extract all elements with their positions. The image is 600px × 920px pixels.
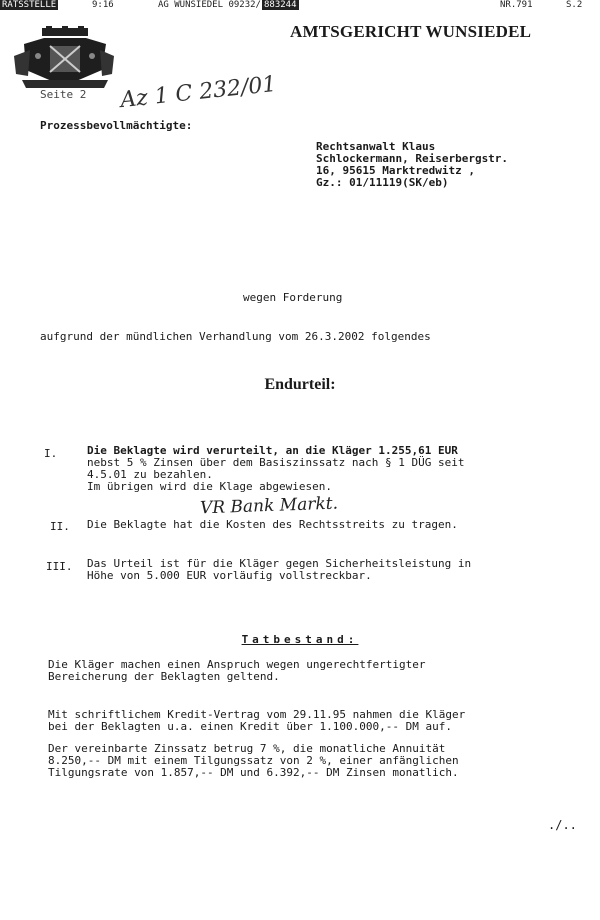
- counsel-line-3: 16, 95615 Marktredwitz ,: [316, 164, 475, 177]
- ruling-1-line-1: Die Beklagte wird verurteilt, an die Kläger 1.255,61 EUR: [87, 444, 458, 457]
- fax-header-code: 883244: [264, 0, 297, 10]
- judgment-heading: Endurteil:: [264, 376, 336, 393]
- tatbestand-heading: Tatbestand:: [241, 633, 359, 646]
- tatbestand-p3-line-2: 8.250,-- DM mit einem Tilgungssatz von 2 %, einer anfänglichen: [48, 754, 459, 767]
- page-continuation: ./..: [548, 818, 577, 832]
- tatbestand-p2-line-2: bei der Beklagten u.a. einen Kredit über 1.100.000,-- DM auf.: [48, 720, 452, 733]
- fax-header-time: 9:16: [92, 0, 114, 10]
- ruling-1-line-2: nebst 5 % Zinsen über dem Basiszinssatz nach § 1 DÜG seit: [87, 456, 465, 469]
- counsel-line-1: Rechtsanwalt Klaus: [316, 140, 436, 153]
- fax-header-number: NR.791: [500, 0, 533, 10]
- fax-header-sender: AG WUNSIEDEL 09232/: [158, 0, 261, 10]
- ruling-1-numeral: I.: [44, 447, 58, 460]
- tatbestand-p1-line-1: Die Kläger machen einen Anspruch wegen ungerechtfertigter: [48, 658, 426, 671]
- ruling-3-numeral: III.: [46, 560, 73, 573]
- tatbestand-p2-line-1: Mit schriftlichem Kredit-Vertrag vom 29.11.95 nahmen die Kläger: [48, 708, 466, 721]
- ruling-2-line-1: Die Beklagte hat die Kosten des Rechtsstreits zu tragen.: [87, 518, 458, 531]
- hearing-line: aufgrund der mündlichen Verhandlung vom 26.3.2002 folgendes: [40, 330, 431, 343]
- ruling-2-numeral: II.: [50, 520, 70, 533]
- counsel-label: Prozessbevollmächtigte:: [40, 119, 193, 132]
- tatbestand-p1-line-2: Bereicherung der Beklagten geltend.: [48, 670, 280, 683]
- ruling-1-line-4: Im übrigen wird die Klage abgewiesen.: [87, 480, 333, 493]
- page-label: Seite 2: [40, 88, 87, 101]
- counsel-line-2: Schlockermann, Reiserbergstr.: [316, 152, 509, 165]
- counsel-line-4: Gz.: 01/11119(SK/eb): [316, 176, 449, 189]
- fax-header-page: S.2: [566, 0, 583, 10]
- tatbestand-p3-line-3: Tilgungsrate von 1.857,-- DM und 6.392,-- DM Zinsen monatlich.: [48, 766, 459, 779]
- handwritten-case-number: Az 1 C 232/01: [119, 71, 278, 114]
- court-title: AMTSGERICHT WUNSIEDEL: [290, 22, 532, 41]
- ruling-1-line-3: 4.5.01 zu bezahlen.: [87, 468, 213, 481]
- handwritten-bank-note: VR Bank Markt.: [199, 493, 339, 519]
- tatbestand-p3-line-1: Der vereinbarte Zinssatz betrug 7 %, die monatliche Annuität: [48, 742, 446, 755]
- ruling-3-line-1: Das Urteil ist für die Kläger gegen Sicherheitsleistung in: [87, 557, 472, 570]
- subject-line: wegen Forderung: [243, 291, 343, 304]
- fax-header-left: RÄTSSTELLE: [2, 0, 57, 10]
- ruling-3-line-2: Höhe von 5.000 EUR vorläufig vollstreckbar.: [87, 569, 372, 582]
- fax-header: [0, 0, 600, 12]
